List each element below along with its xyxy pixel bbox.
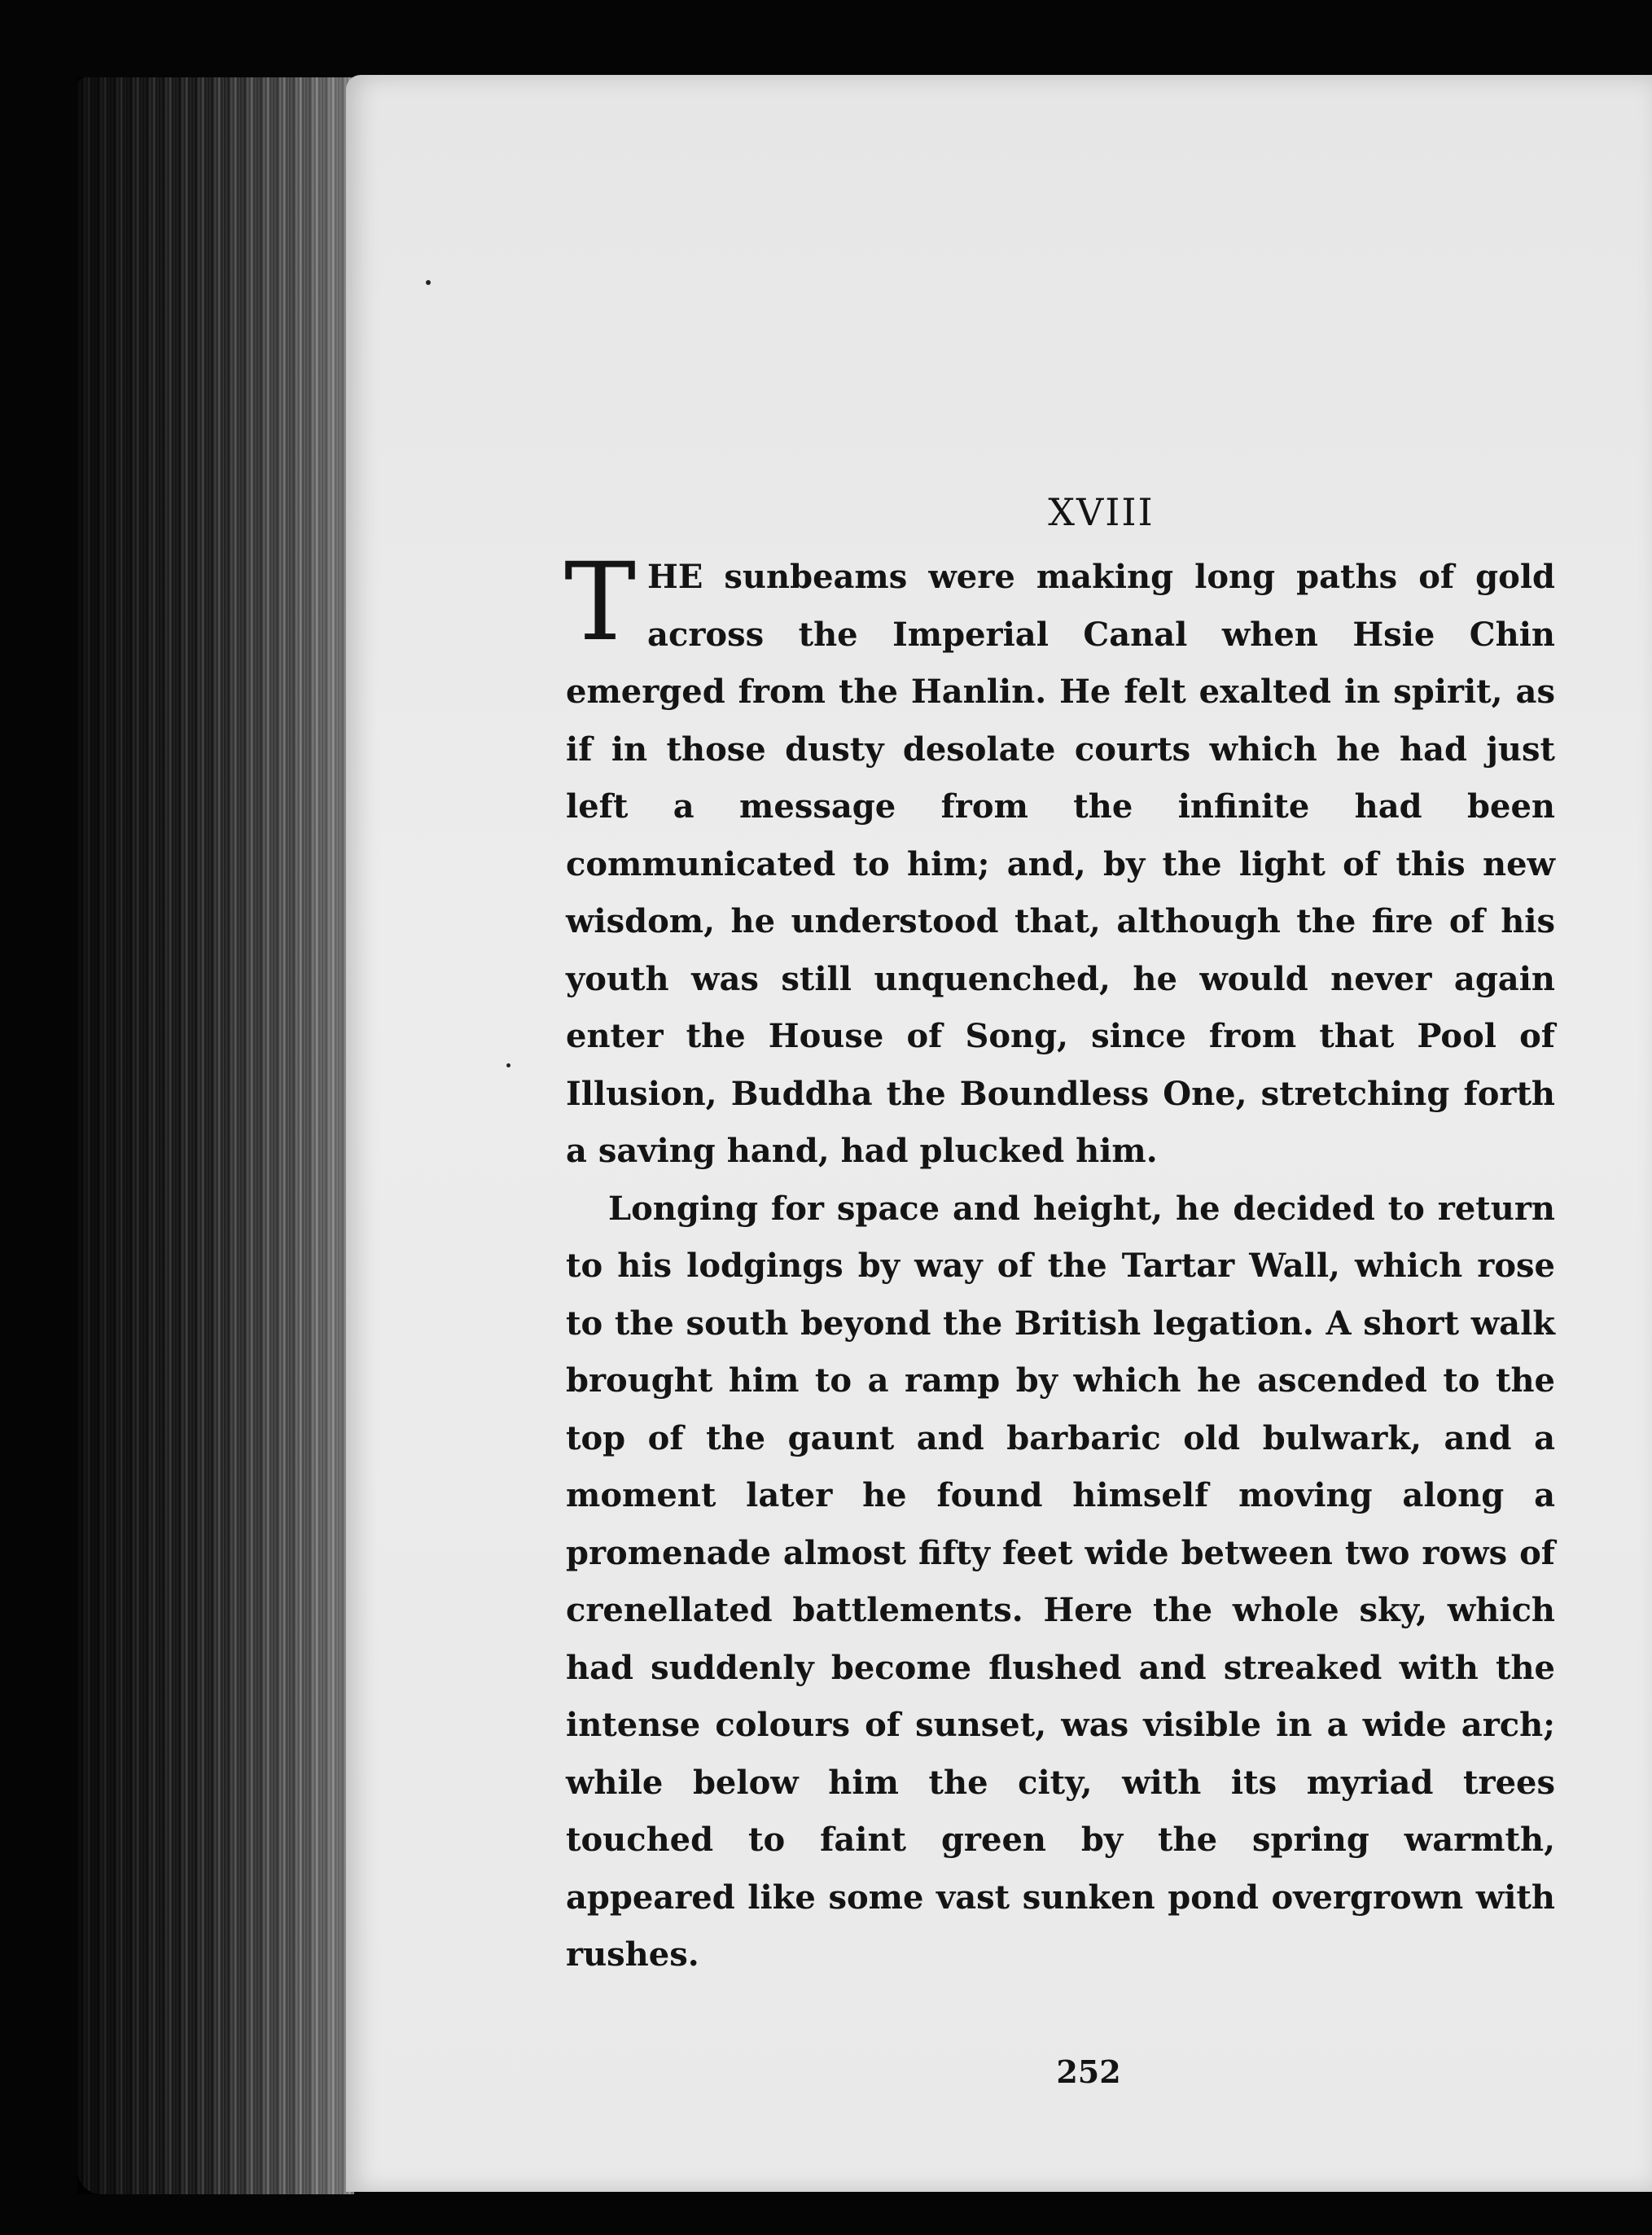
chapter-heading: XVIII xyxy=(1048,490,1155,534)
page-sheet xyxy=(346,75,1652,2192)
drop-cap: T xyxy=(564,540,637,665)
paragraph-2: Longing for space and height, he decided to return to his lodgings by way of the Tartar Wall, which rose to the south beyond the British legation. A short walk brought him to a ramp by which he ascended to the top of the gaunt and barbaric old bulwark, and a moment later he found himself moving along a promenade almost fifty feet wide between two rows of crenellated battlements. Here the whole sky, which had suddenly become flushed and streaked with the intense colours of sunset, was visible in a wide arch; while below him the city, with its myriad trees touched to faint green by the spring warmth, appeared like some vast sunken pond overgrown with rushes. xyxy=(566,1189,1555,1974)
paragraph-1 xyxy=(564,540,1555,1181)
book-page-edges xyxy=(77,77,354,2194)
page-number xyxy=(346,2053,1652,2090)
scan-speck xyxy=(426,280,431,285)
scan-speck xyxy=(506,1063,510,1067)
page-content xyxy=(566,490,1555,1984)
page-number-text: 252 xyxy=(1056,2053,1121,2090)
paragraph-1-text: HE sunbeams were making long paths of gold across the Imperial Canal when Hsie Chin emerged from the Hanlin. He felt exalted in spirit, as if in those dusty desolate courts which he had just left a message from the infinite had been communicated to him; and, by the light of this new wisdom, he understood that, although the fire of his youth was still unquenched, he would never again enter the House of Song, since from that Pool of Illusion, Buddha the Boundless One, stretching forth a saving hand, had plucked him. xyxy=(566,558,1555,1170)
